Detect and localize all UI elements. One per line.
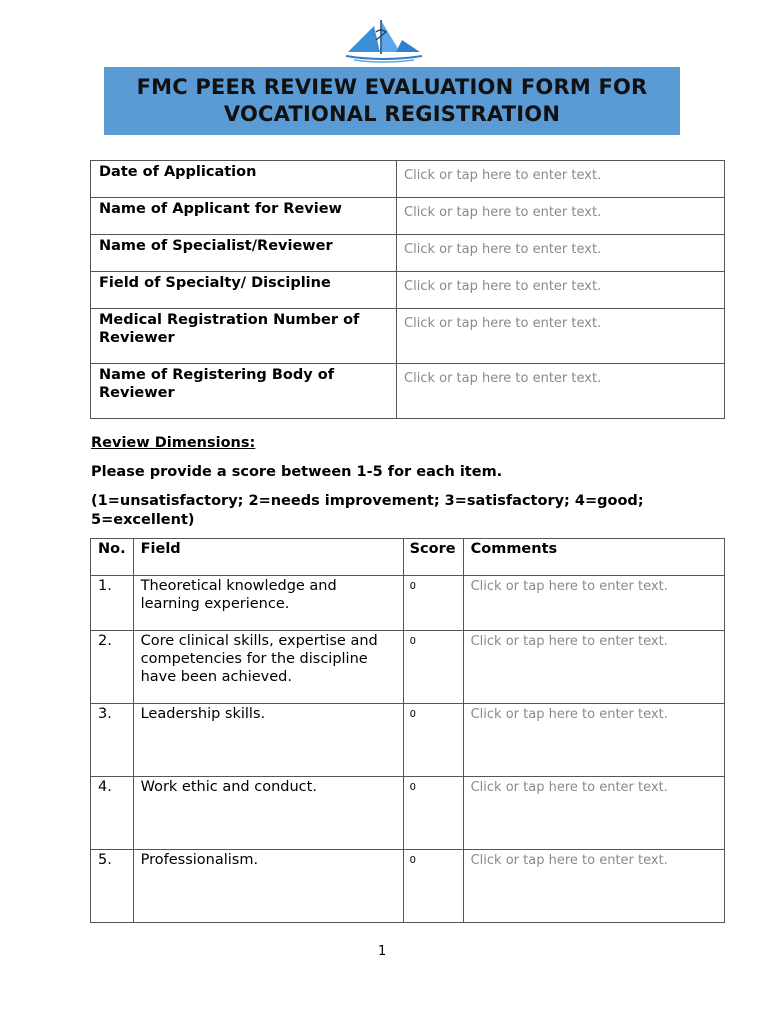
table-row xyxy=(91,576,725,631)
score-field[interactable] xyxy=(403,631,463,704)
reviewer-name-field[interactable] xyxy=(397,235,725,272)
info-row-applicant xyxy=(91,198,725,235)
info-row-registration-number xyxy=(91,309,725,364)
info-label: Medical Registration Number of Reviewer xyxy=(91,309,397,364)
row-field: Work ethic and conduct. xyxy=(133,777,403,850)
placeholder-text: Click or tap here to enter text. xyxy=(404,168,602,183)
placeholder-text: Click or tap here to enter text. xyxy=(404,279,602,294)
comment-field[interactable] xyxy=(463,704,724,777)
medical-sailboat-logo-icon xyxy=(340,18,426,64)
info-row-date xyxy=(91,161,725,198)
score-instruction: Please provide a score between 1-5 for each item. xyxy=(91,464,503,480)
score-value: 0 xyxy=(409,855,416,866)
table-row xyxy=(91,850,725,923)
comment-field[interactable] xyxy=(463,576,724,631)
applicant-info-table xyxy=(90,160,725,419)
row-field: Theoretical knowledge and learning experience. xyxy=(133,576,403,631)
review-header-row xyxy=(91,539,725,576)
column-header-score: Score xyxy=(403,539,463,576)
placeholder-text: Click or tap here to enter text. xyxy=(404,371,602,386)
placeholder-text: Click or tap here to enter text. xyxy=(470,634,668,649)
placeholder-text: Click or tap here to enter text. xyxy=(470,853,668,868)
info-label: Name of Applicant for Review xyxy=(91,198,397,235)
review-dimensions-heading: Review Dimensions: xyxy=(91,435,256,451)
column-header-field: Field xyxy=(133,539,403,576)
info-row-specialty xyxy=(91,272,725,309)
row-number: 1. xyxy=(91,576,134,631)
comment-field[interactable] xyxy=(463,777,724,850)
placeholder-text: Click or tap here to enter text. xyxy=(404,316,602,331)
info-label: Name of Registering Body of Reviewer xyxy=(91,364,397,419)
applicant-name-field[interactable] xyxy=(397,198,725,235)
score-field[interactable] xyxy=(403,576,463,631)
score-value: 0 xyxy=(409,581,416,592)
page-number: 1 xyxy=(378,944,387,959)
table-row xyxy=(91,777,725,850)
review-dimensions-table xyxy=(90,538,725,923)
registering-body-field[interactable] xyxy=(397,364,725,419)
info-label: Date of Application xyxy=(91,161,397,198)
row-number: 2. xyxy=(91,631,134,704)
row-field: Leadership skills. xyxy=(133,704,403,777)
placeholder-text: Click or tap here to enter text. xyxy=(470,579,668,594)
comment-field[interactable] xyxy=(463,631,724,704)
score-field[interactable] xyxy=(403,777,463,850)
comment-field[interactable] xyxy=(463,850,724,923)
column-header-no: No. xyxy=(91,539,134,576)
placeholder-text: Click or tap here to enter text. xyxy=(404,205,602,220)
row-number: 3. xyxy=(91,704,134,777)
info-row-registering-body xyxy=(91,364,725,419)
row-number: 5. xyxy=(91,850,134,923)
form-title-banner xyxy=(104,67,680,135)
score-field[interactable] xyxy=(403,704,463,777)
specialty-field[interactable] xyxy=(397,272,725,309)
placeholder-text: Click or tap here to enter text. xyxy=(470,780,668,795)
form-title-line1: FMC PEER REVIEW EVALUATION FORM FOR xyxy=(136,75,648,99)
row-field: Professionalism. xyxy=(133,850,403,923)
score-scale-legend: (1=unsatisfactory; 2=needs improvement; 3=satisfactory; 4=good; 5=excellent) xyxy=(91,493,644,528)
row-field: Core clinical skills, expertise and competencies for the discipline have been achieved. xyxy=(133,631,403,704)
info-label: Name of Specialist/Reviewer xyxy=(91,235,397,272)
date-of-application-field[interactable] xyxy=(397,161,725,198)
placeholder-text: Click or tap here to enter text. xyxy=(470,707,668,722)
registration-number-field[interactable] xyxy=(397,309,725,364)
score-value: 0 xyxy=(409,636,416,647)
table-row xyxy=(91,704,725,777)
score-field[interactable] xyxy=(403,850,463,923)
info-row-reviewer xyxy=(91,235,725,272)
table-row xyxy=(91,631,725,704)
placeholder-text: Click or tap here to enter text. xyxy=(404,242,602,257)
info-label: Field of Specialty/ Discipline xyxy=(91,272,397,309)
column-header-comments: Comments xyxy=(463,539,724,576)
score-value: 0 xyxy=(409,782,416,793)
row-number: 4. xyxy=(91,777,134,850)
form-title-line2: VOCATIONAL REGISTRATION xyxy=(223,102,561,126)
score-value: 0 xyxy=(409,709,416,720)
